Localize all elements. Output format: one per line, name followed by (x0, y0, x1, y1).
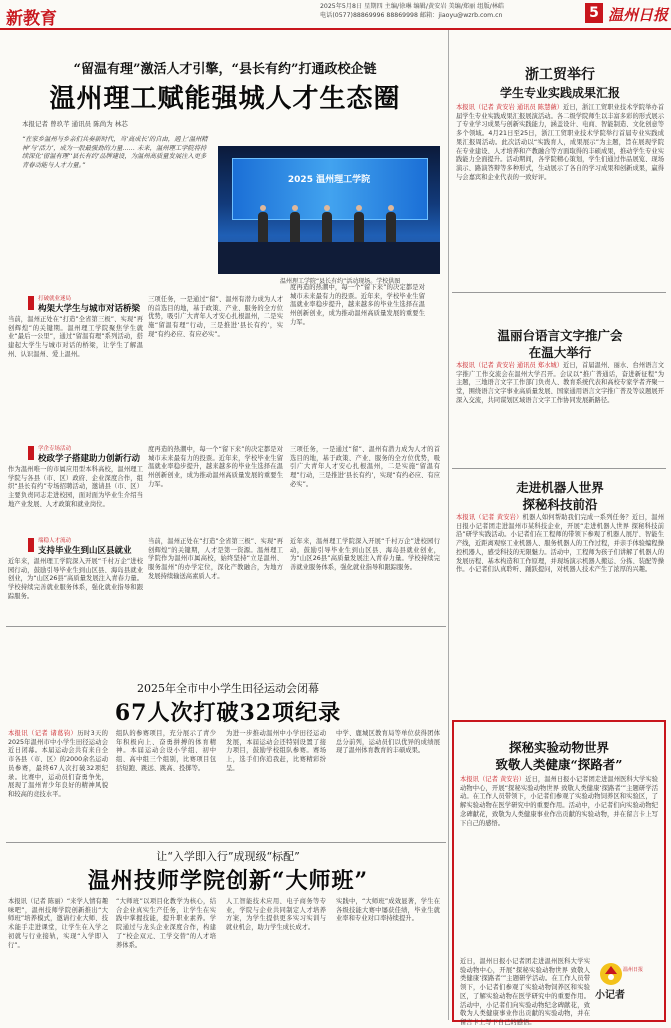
right-mid-text: 近日，首届温州、丽水、台州语言文字推广工作交流会在温州大学召开。会议以“推广普通话，奋进新征程”为主题，三地语言文字工作部门负责人、教育系统代表和高校专家学者齐聚一堂，围绕语言文字事业高质量发展、国家通用语言文字推广普及等议题展开深入交流，共同谋划区域语言文字工作协同发展新路径。 (456, 362, 664, 404)
vocational-body-3: 人工智能技术应用、电子商务等专业，学院与企业共同制定人才培养方案，为学生提供更多实习实训与就业机会，助力学生成长成才。 (226, 898, 326, 932)
right-lower-headline-1: 走进机器人世界 (516, 480, 604, 495)
right-box-body-cont: 近日，温州日报小记者团走进温州医科大学实验动物中心，开展“探秘实验动物世界 致敬人类健康‘探路者’”主题研学活动。在工作人员带领下，小记者们参观了实验动物饲养区和实验区，了解实验动物在医学研究中的重要作用。活动中，小记者们向实验动物纪念碑献花，致敬为人类健康事业作出贡献的实验动物，并在留言卡上写下自己的感悟。 (460, 958, 590, 1026)
divider (452, 468, 666, 469)
right-top-headline: 学生专业实践成果汇报 (499, 86, 620, 100)
right-top-byline: 本报讯（记者 黄安岩 通讯员 陈慧薇） (456, 104, 564, 111)
right-top-kicker: 浙工贸举行 (525, 67, 595, 83)
photo-caption: 温州理工学院“县长有约”活动现场。学校供图 (280, 278, 401, 285)
lead-col3-cont: 三项任务，一是通过“留”、温州有潜力成为人才的首选目的地，基于政策、产业、服务的全方位优势，吸引广大青年人才安心扎根温州，二是实施“留温有理”行动，三是推进‘县长有约’，实现“有约必应、有应必实”。 (290, 446, 440, 488)
lead-sub1-body: 当前，温州正处在“打造”全省第三极”、实现“再创辉煌”的关键期。温州理工学院聚焦学生就业“最后一公里”，通过“留温有理”系列活动，搭建起大学生与城市对话的桥梁，让学生了解温州、认识温州、爱上温州。 (8, 316, 143, 358)
right-top-text: 近日，浙江工贸职业技术学院举办首届学生专业实践成果汇报展演活动。各二级学院师生以丰富多彩的形式展示了专业学习成果与创新实践能力，涵盖设计、电商、智能制造、文化创意等多个领域。4月21日至25日，浙江工贸职业技术学院举行首届专业实践成果汇报周活动。此次活动以“实践育人，成果展示”为主题，旨在展现学院在专业建设、人才培养和产教融合等方面取得的丰硕成果，推动学生专业实践能力全面提升。活动期间，各学院精心策划，学生们通过作品展览、现场演示、路演答辩等多种形式，生动展示了各自的学习成果和创新成果，赢得与会嘉宾和企业代表的一致好评。 (456, 104, 664, 181)
banner-bar (28, 538, 34, 552)
vocational-headline: 温州技师学院创新“大师班” (87, 868, 369, 894)
right-box-byline: 本报讯（记者 黄安岩） (460, 776, 526, 783)
lead-sub3-body: 近年来，温州理工学院深入开展“千村万企”进校园行动，鼓励引导毕业生到山区县、海岛县就业创业，为“山区26县”高质量发展注入青春力量。学校持续完善就业服务体系，强化就业指导和跟踪服务。 (8, 558, 143, 600)
banner-bar (28, 446, 34, 460)
lead-col2-cont: 度再造的热潮中，每一个“留下来”的决定都是对城市未来最有力的投票。近年来，学校毕业生留温就业率稳步提升，越来越多的毕业生选择在温州创新创业，成为推动温州高质量发展的重要生力军。 (148, 446, 283, 488)
sub-banner-title: 构架大学生与城市对话桥梁 (38, 304, 141, 314)
section-title: 新教育 (6, 9, 57, 29)
right-lower-text: 机器人如何帮助我们完成一系列任务？近日，温州日报小记者团走进温州市某科技企业，开展“走进机器人世界 探秘科技前沿”研学实践活动。小记者们在工程师的带领下参观了机器人展厅、智能生产线，近距离观察工业机器人、服务机器人的工作过程，并亲手体验编程操控机器人，感受科技的无限魅力。活动中，工程师为孩子们讲解了机器人的发展历程、基本构造和工作原理，并现场演示机器人搬运、分拣、装配等操作。小记者们认真聆听、踊跃提问，对机器人技术产生了浓厚的兴趣。 (456, 514, 664, 574)
lead-col2-end: 当前，温州正处在“打造”全省第三极”、实现“再创辉煌”的关键期，人才是第一资源。温州理工学院作为温州市属高校，始终坚持“立足温州、服务温州”的办学定位，深化产教融合，为地方发展持续输送高素质人才。 (148, 538, 283, 580)
lead-headline: 温州理工赋能强城人才生态圈 (49, 84, 401, 114)
sub-banner-tag: 端稳人才流动 (38, 538, 72, 544)
right-box-headline-1: 探秘实验动物世界 (508, 740, 609, 755)
sports-kicker: 2025年全市中小学生田径运动会闭幕 (137, 682, 319, 695)
right-box-body (460, 776, 658, 956)
page-number: 5 (585, 3, 603, 23)
lead-byline: 本报记者 曾玖芊 通讯员 陈尚为 林芯 (22, 120, 128, 128)
lead-col3: 度再造的热潮中，每一个“留下来”的决定都是对城市未来最有力的投票。近年来，学校毕业生留温就业率稳步提升，越来越多的毕业生选择在温州创新创业，成为推动温州高质量发展的重要生力军。 (290, 284, 425, 326)
sports-body-2: 组队的参赛项目，充分展示了青少年积极向上、奋勇拼搏的体育精神。本届运动会设小学组、初中组、高中组三个组别，比赛项目包括短跑、跳远、跳高、投掷等。 (116, 730, 216, 772)
logo-text: 小记者 (595, 990, 625, 1001)
sports-body-4: 中学、鹿城区教育局等单位获得团体总分前列，运动员们以优异的成绩展现了温州体育教育的丰硕成果。 (336, 730, 440, 755)
right-mid-headline-1: 温丽台语言文字推广会 (497, 328, 623, 343)
banner-bar (28, 296, 34, 310)
reporter-club-logo (595, 960, 647, 1004)
right-mid-headline-2: 在温大举行 (528, 345, 592, 360)
right-lower-byline: 本报讯（记者 黄安岩） (456, 514, 523, 521)
sub-banner-title: 校政学子搭建助力创新行动 (38, 454, 141, 464)
lead-col3-end: 近年来，温州理工学院深入开展“千村万企”进校园行动，鼓励引导毕业生到山区县、海岛县就业创业，为“山区26县”高质量发展注入青春力量。学校持续完善就业服务体系，强化就业指导和跟踪服务。 (290, 538, 440, 572)
sub-banner-title: 支持毕业生到山区县就业 (38, 546, 132, 556)
sub-banner-tag: 学企专场活动 (38, 446, 72, 452)
sports-body-1 (8, 730, 108, 840)
right-box-headline-2: 致敬人类健康“探路者” (495, 757, 623, 772)
lead-kicker: “留温有理”激活人才引擎，“县长有约”打通政校企链 (73, 62, 377, 77)
photo-screen-text: 2025 温州理工学院 (287, 175, 371, 185)
photo-stage (218, 242, 440, 274)
right-lower-body (456, 514, 664, 714)
right-mid-byline: 本报讯（记者 黄安岩 通讯员 郑水城） (456, 362, 564, 369)
event-photo (218, 146, 440, 274)
right-mid-body (456, 362, 664, 438)
lead-col2: 三项任务，一是通过“留”、温州有潜力成为人才的首选目的地，基于政策、产业、服务的全方位优势，吸引广大青年人才安心扎根温州，二是实施“留温有理”行动，三是推进‘县长有约’，实现“有约必应、有应必实”。 (148, 296, 283, 338)
sports-headline: 67人次打破32项纪录 (114, 700, 342, 726)
lead-callout: “在家乡温州与乡亲们共奏新时代，当‘高成长’的自由，遇上‘温州精神’与‘活力’，成为一股最强劲的力量…… 未来，温州理工学院将持续深化‘留温有理’‘县长有约’品牌建设，为温州高质量发展注入更多青春动能与人才力量。” (22, 136, 208, 169)
logo-subtext: 温州日报 (623, 967, 644, 973)
vocational-body-1: 本报讯（记者 陈丽）“来学人情有趣味吧”，温州技师学院创新推出“大师班”培养模式，邀请行业大师、技术能手走进课堂，让学生在入学之初就与行业接轨，实现“入学即入行”。 (8, 898, 108, 949)
right-top-body (456, 104, 664, 270)
divider (6, 626, 446, 627)
divider (6, 842, 446, 843)
right-lower-headline-2: 探秘科技前沿 (522, 497, 598, 512)
vocational-body-4: 实践中，“大师班”成效显著，学生在各级技能大赛中屡获佳绩，毕业生就业率和专业对口率持续提升。 (336, 898, 440, 923)
paper-name: 温州日报 (608, 6, 669, 24)
lead-sub2-body: 作为温州唯一的市属应用型本科高校，温州理工学院与各县（市、区）政府、企业深度合作，组织“县长有约”专场招聘活动，邀请县（市、区）主要负责同志走进校园，面对面为毕业生介绍当地产业发展、人才政策和就业岗位。 (8, 466, 143, 508)
right-box-text: 近日，温州日报小记者团走进温州医科大学实验动物中心，开展“探秘实验动物世界 致敬人类健康‘探路者’”主题研学活动。在工作人员带领下，小记者们参观了实验动物饲养区和实验区，了解实验动物在医学研究中的重要作用。活动中，小记者们向实验动物纪念碑献花，致敬为人类健康事业作出贡献的实验动物，并在留言卡上写下自己的感悟。 (460, 776, 658, 827)
column-rule (448, 30, 449, 1020)
masthead-info (320, 3, 565, 20)
sports-body-3: 为进一步推动温州中小学田径运动发展，本届运动会还特别设置了接力项目，鼓励学校组队参赛。赛场上，选手们你追我赶，比赛精彩纷呈。 (226, 730, 326, 772)
vocational-kicker: 让“入学即入行”成现级“标配” (156, 850, 300, 863)
divider (452, 292, 666, 293)
sub-banner-tag: 打破就业迷局 (38, 296, 72, 302)
sports-text-1: 历时3天的2025年温州市中小学生田径运动会近日闭幕。本届运动会共有来自全市各县（市、区）的2000余名运动员参赛，最终67人次打破32项纪录。比赛中，运动员们奋勇争先，展现了温州青少年良好的精神风貌和较高的竞技水平。 (8, 730, 108, 798)
masthead-info-line1: 2025年5月8日 星期四 主编/徐琳 编辑/黄安岩 美编/郑丽 组版/林皓 (320, 3, 505, 10)
masthead-info-line2: 电话(0577)88869996 88869998 邮箱：jiaoyu@wzrb.com.cn (320, 11, 503, 19)
sports-byline: 本报讯（记者 诸葛钧） (8, 730, 78, 737)
vocational-body-2: “大师班”以项目化教学为核心，结合企业真实生产任务，让学生在实践中掌握技能，提升职业素养。学院通过与龙头企业深度合作，构建了“校企双元、工学交替”的人才培养体系。 (116, 898, 216, 949)
